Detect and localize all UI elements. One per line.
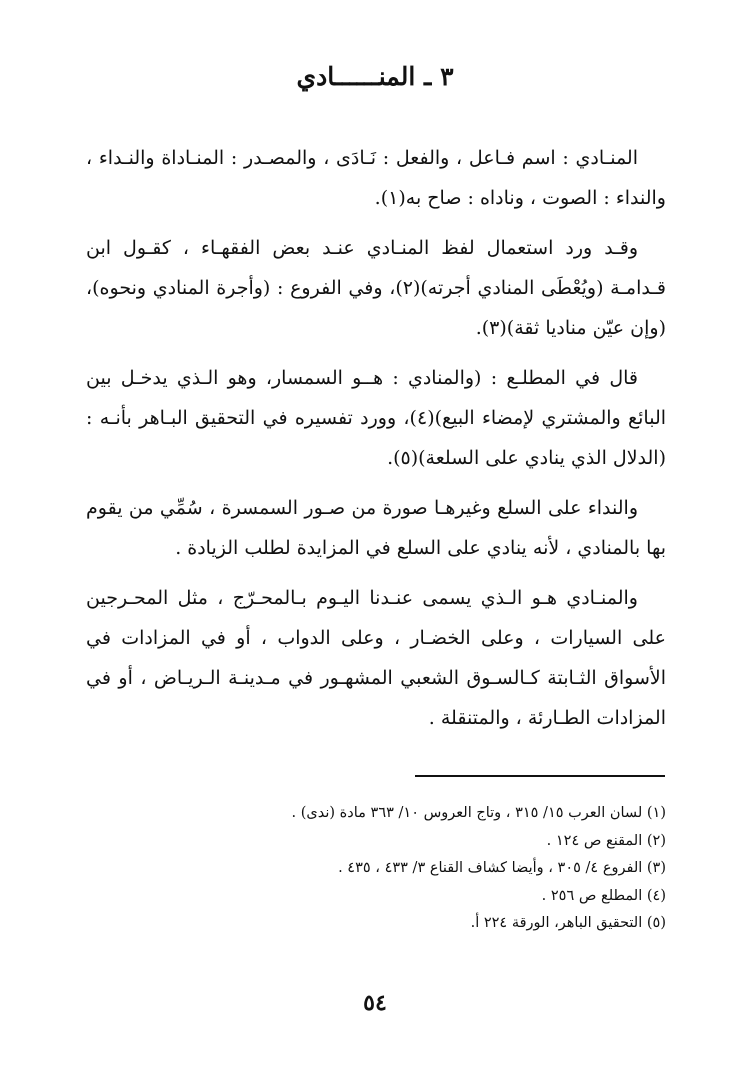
footnote-3: (٣) الفروع ٤/ ٣٠٥ ، وأيضا كشاف القناع ٣/ ٤٣٣ ، ٤٣٥ .	[338, 860, 666, 876]
paragraph-3: قال في المطلـع : (والمنادي : هــو السمسار، وهو الـذي يدخـل بين البائع والمشتري لإمضاء البيع)(٤)، وورد تفسيره في التحقيق البـاهر بأنـه : (الدلال الذي ينادي على السلعة)(٥).	[86, 367, 667, 469]
paragraph-1: المنـادي : اسم فـاعل ، والفعل : نَـادَى ، والمصـدر : المنـاداة والنـداء ، والنداء : الصوت ، وناداه : صاح به(١).	[86, 147, 666, 209]
footnote-2: (٢) المقنع ص ١٢٤ .	[546, 832, 666, 849]
footnote-5: (٥) التحقيق الباهر، الورقة ٢٢٤ أ.	[470, 915, 666, 931]
section-title: ٣ ـ المنــــــادي	[296, 62, 454, 91]
body-text	[86, 138, 666, 748]
paragraph-5: والمنـادي هـو الـذي يسمى عنـدنا اليـوم بـالمحـرّج ، مثل المحـرجين على السيارات ، وعلى الخضـار ، وعلى الدواب ، أو في المزادات في الأسواق الثـابتة كـالسـوق الشعبي المشهـور في مـدينـة الـريـاض ، أو في المزادات الطـارئة ، والمتنقلة .	[86, 587, 666, 729]
footnote-divider	[415, 775, 665, 777]
paragraph-4: والنداء على السلع وغيرهـا صورة من صـور السمسرة ، سُمِّي من يقوم بها بالمنادي ، لأنه ينادي على السلع في المزايدة لطلب الزيادة .	[86, 497, 666, 559]
footnote-1: (١) لسان العرب ١٥/ ٣١٥ ، وتاج العروس ١٠/ ٣٦٣ مادة (ندى) .	[291, 805, 666, 821]
paragraph-2: وقـد ورد استعمال لفظ المنـادي عنـد بعض الفقهـاء ، كقـول ابن قـدامـة (ويُعْطَى المنادي أجرته)(٢)، وفي الفروع : (وأجرة المنادي ونحوه)، (وإن عيّن مناديا ثقة)(٣).	[86, 237, 666, 339]
page-number: ٥٤	[363, 990, 387, 1016]
footnote-4: (٤) المطلع ص ٢٥٦ .	[541, 887, 666, 904]
footnotes	[86, 800, 666, 938]
